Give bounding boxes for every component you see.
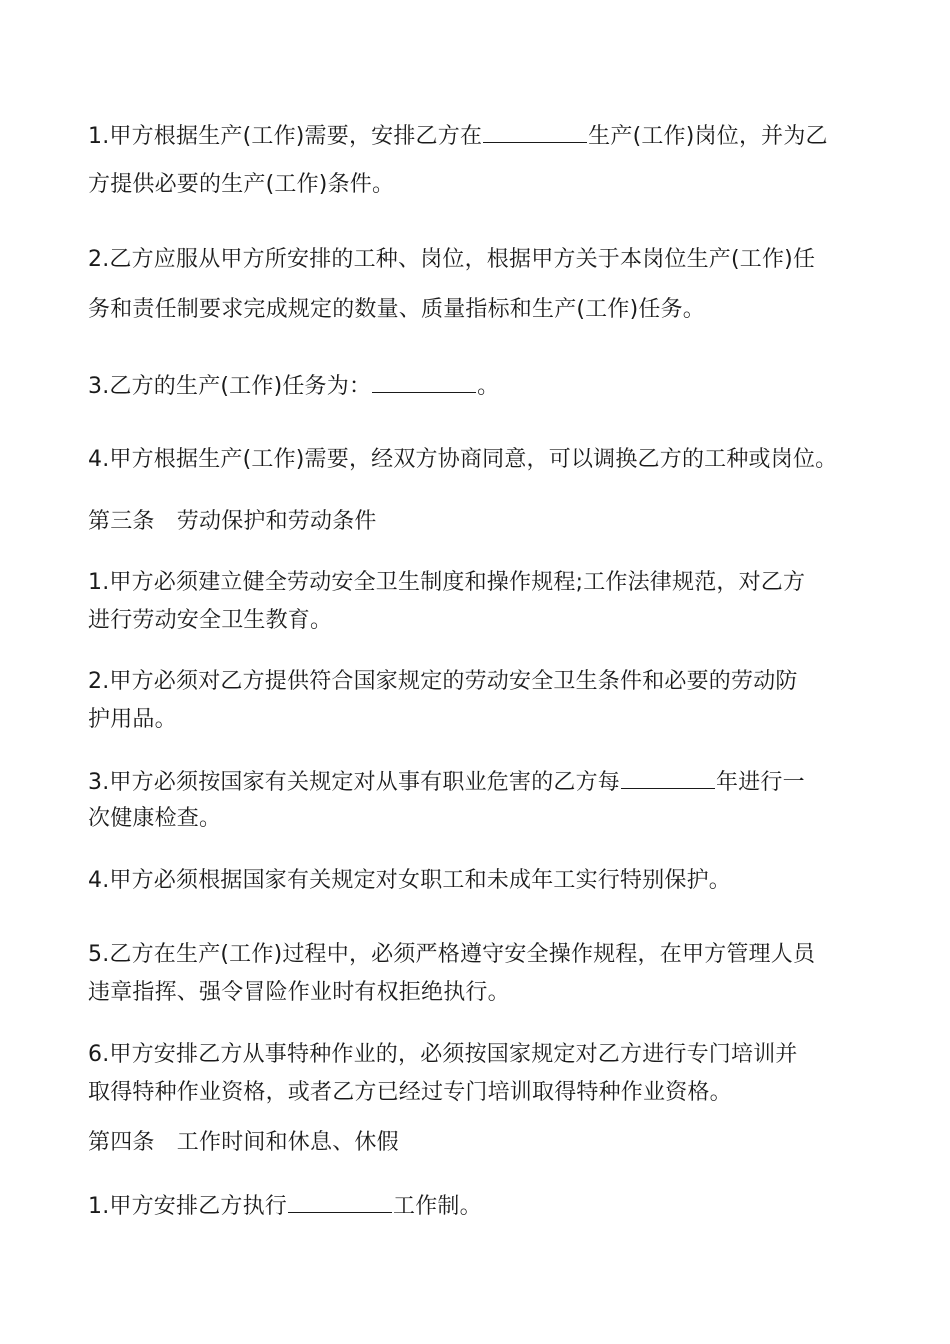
paragraph-transfer xyxy=(88,445,878,475)
article-3-heading: 第三条 劳动保护和劳动条件 xyxy=(88,509,377,534)
paragraph-special-protection xyxy=(88,866,878,896)
paragraph-line: 5.乙方在生产(工作)过程中，必须严格遵守安全操作规程，在甲方管理人员 xyxy=(88,942,816,967)
paragraph-line: 1.甲方根据生产(工作)需要，安排乙方在 生产(工作)岗位，并为乙 xyxy=(88,120,878,150)
paragraph-line: 违章指挥、强令冒险作业时有权拒绝执行。 xyxy=(88,980,510,1005)
paragraph-line: 4.甲方根据生产(工作)需要，经双方协商同意，可以调换乙方的工种或岗位。 xyxy=(88,447,838,472)
paragraph-safety-rules xyxy=(88,568,878,636)
paragraph-line: 3.乙方的生产(工作)任务为： 。 xyxy=(88,370,878,400)
paragraph-line: 方提供必要的生产(工作)条件。 xyxy=(88,172,395,197)
paragraph-line: 3.甲方必须按国家有关规定对从事有职业危害的乙方每 年进行一 xyxy=(88,766,878,796)
paragraph-obey-assignment xyxy=(88,245,878,325)
paragraph-line: 2.乙方应服从甲方所安排的工种、岗位，根据甲方关于本岗位生产(工作)任 xyxy=(88,247,816,272)
paragraph-line: 6.甲方安排乙方从事特种作业的，必须按国家规定对乙方进行专门培训并 xyxy=(88,1042,798,1067)
paragraph-line: 1.甲方安排乙方执行 工作制。 xyxy=(88,1190,878,1220)
paragraph-task xyxy=(88,370,878,400)
paragraph-line: 务和责任制要求完成规定的数量、质量指标和生产(工作)任务。 xyxy=(88,297,705,322)
paragraph-line: 2.甲方必须对乙方提供符合国家规定的劳动安全卫生条件和必要的劳动防 xyxy=(88,669,798,694)
paragraph-refuse-orders xyxy=(88,940,878,1008)
paragraph-assign-post xyxy=(88,120,878,200)
paragraph-work-system xyxy=(88,1190,878,1220)
fill-in-blank-work-system[interactable] xyxy=(288,1190,392,1213)
paragraph-line: 1.甲方必须建立健全劳动安全卫生制度和操作规程;工作法律规范，对乙方 xyxy=(88,570,806,595)
fill-in-blank-task[interactable] xyxy=(372,370,476,393)
paragraph-line: 4.甲方必须根据国家有关规定对女职工和未成年工实行特别保护。 xyxy=(88,868,731,893)
paragraph-safety-conditions xyxy=(88,667,878,735)
paragraph-line: 进行劳动安全卫生教育。 xyxy=(88,608,333,633)
paragraph-line: 护用品。 xyxy=(88,707,177,732)
document-page xyxy=(88,0,878,1344)
fill-in-blank-years[interactable] xyxy=(621,766,715,789)
paragraph-health-check xyxy=(88,766,878,834)
paragraph-line: 次健康检查。 xyxy=(88,806,222,831)
paragraph-line: 取得特种作业资格，或者乙方已经过专门培训取得特种作业资格。 xyxy=(88,1080,732,1105)
fill-in-blank-post[interactable] xyxy=(483,120,587,143)
paragraph-special-work xyxy=(88,1040,878,1108)
article-4-heading: 第四条 工作时间和休息、休假 xyxy=(88,1130,399,1155)
